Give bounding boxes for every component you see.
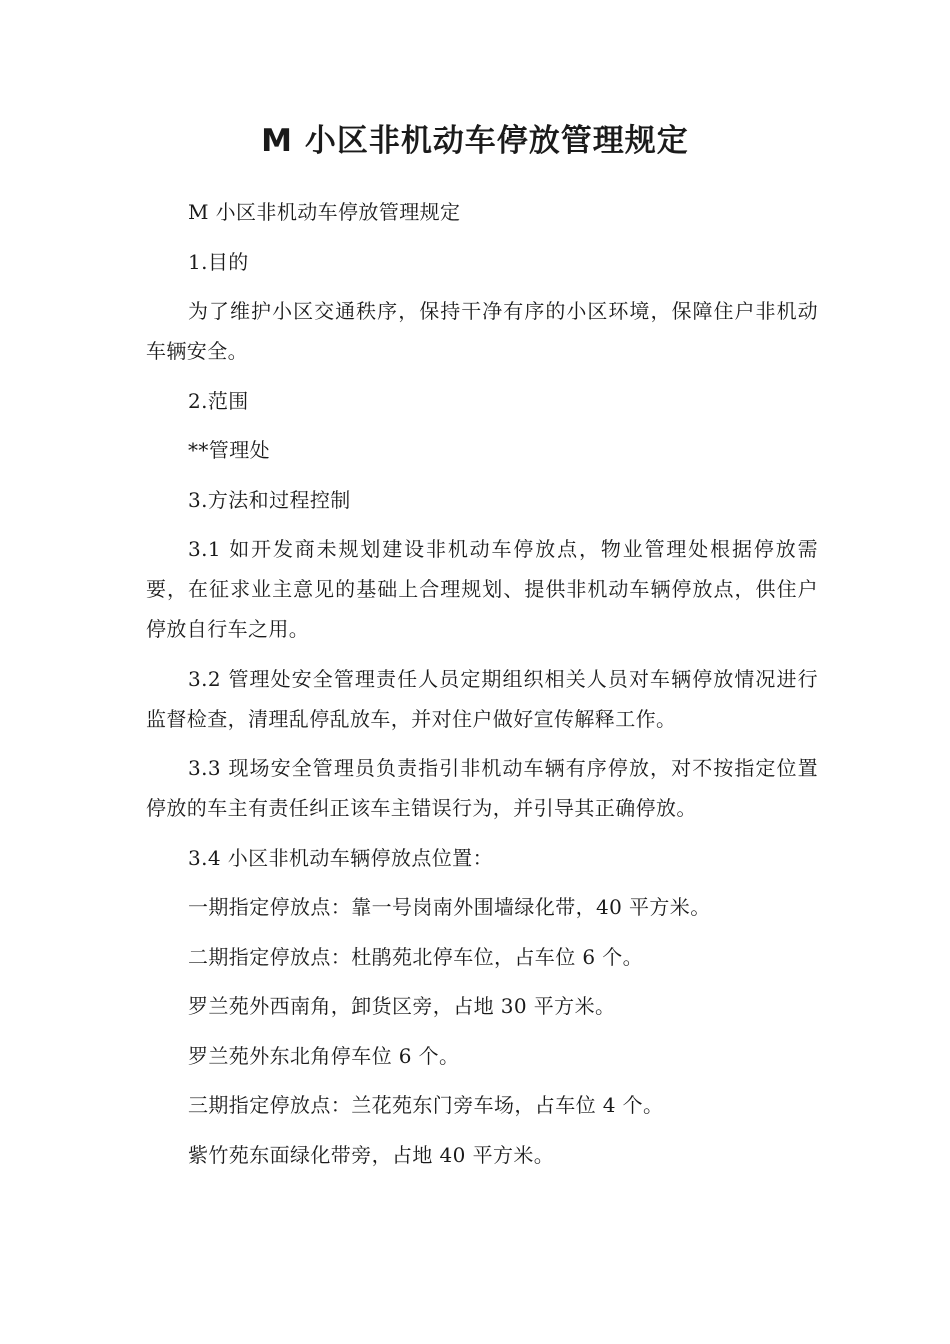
paragraph-section-3-heading: 3.方法和过程控制 — [188, 487, 351, 512]
paragraph-section-2-heading: 2.范围 — [188, 388, 249, 413]
paragraph-location-zizhu: 紫竹苑东面绿化带旁，占地 40 平方米。 — [188, 1142, 555, 1167]
paragraph-location-luolan-sw: 罗兰苑外西南角，卸货区旁，占地 30 平方米。 — [188, 994, 616, 1018]
paragraph-clause-3-2: 3.2 管理处安全管理责任人员定期组织相关人员对车辆停放情况进行监督检查，清理乱停乱放车，并对住户做好宣传解释工作。 — [146, 666, 818, 731]
paragraph-subtitle: M 小区非机动车停放管理规定 — [188, 200, 461, 224]
paragraph-location-luolan-ne: 罗兰苑外东北角停车位 6 个。 — [188, 1043, 460, 1068]
paragraph-clause-3-4: 3.4 小区非机动车辆停放点位置： — [188, 845, 493, 870]
paragraph-section-1-heading: 1.目的 — [188, 249, 249, 274]
paragraph-scope: **管理处 — [188, 438, 270, 462]
paragraph-location-phase-2: 二期指定停放点：杜鹃苑北停车位，占车位 6 个。 — [188, 944, 644, 969]
paragraph-purpose: 为了维护小区交通秩序，保持干净有序的小区环境，保障住户非机动车辆安全。 — [146, 299, 818, 363]
paragraph-location-phase-1: 一期指定停放点：靠一号岗南外围墙绿化带，40 平方米。 — [188, 895, 711, 919]
paragraph-clause-3-3: 3.3 现场安全管理员负责指引非机动车辆有序停放，对不按指定位置停放的车主有责任纠正该车主错误行为，并引导其正确停放。 — [146, 756, 818, 820]
document-title: M 小区非机动车停放管理规定 — [261, 123, 689, 159]
document-body — [146, 192, 818, 1184]
paragraph-location-phase-3: 三期指定停放点：兰花苑东门旁车场，占车位 4 个。 — [188, 1093, 664, 1117]
paragraph-clause-3-1: 3.1 如开发商未规划建设非机动车停放点，物业管理处根据停放需要，在征求业主意见的基础上合理规划、提供非机动车辆停放点，供住户停放自行车之用。 — [146, 537, 818, 641]
